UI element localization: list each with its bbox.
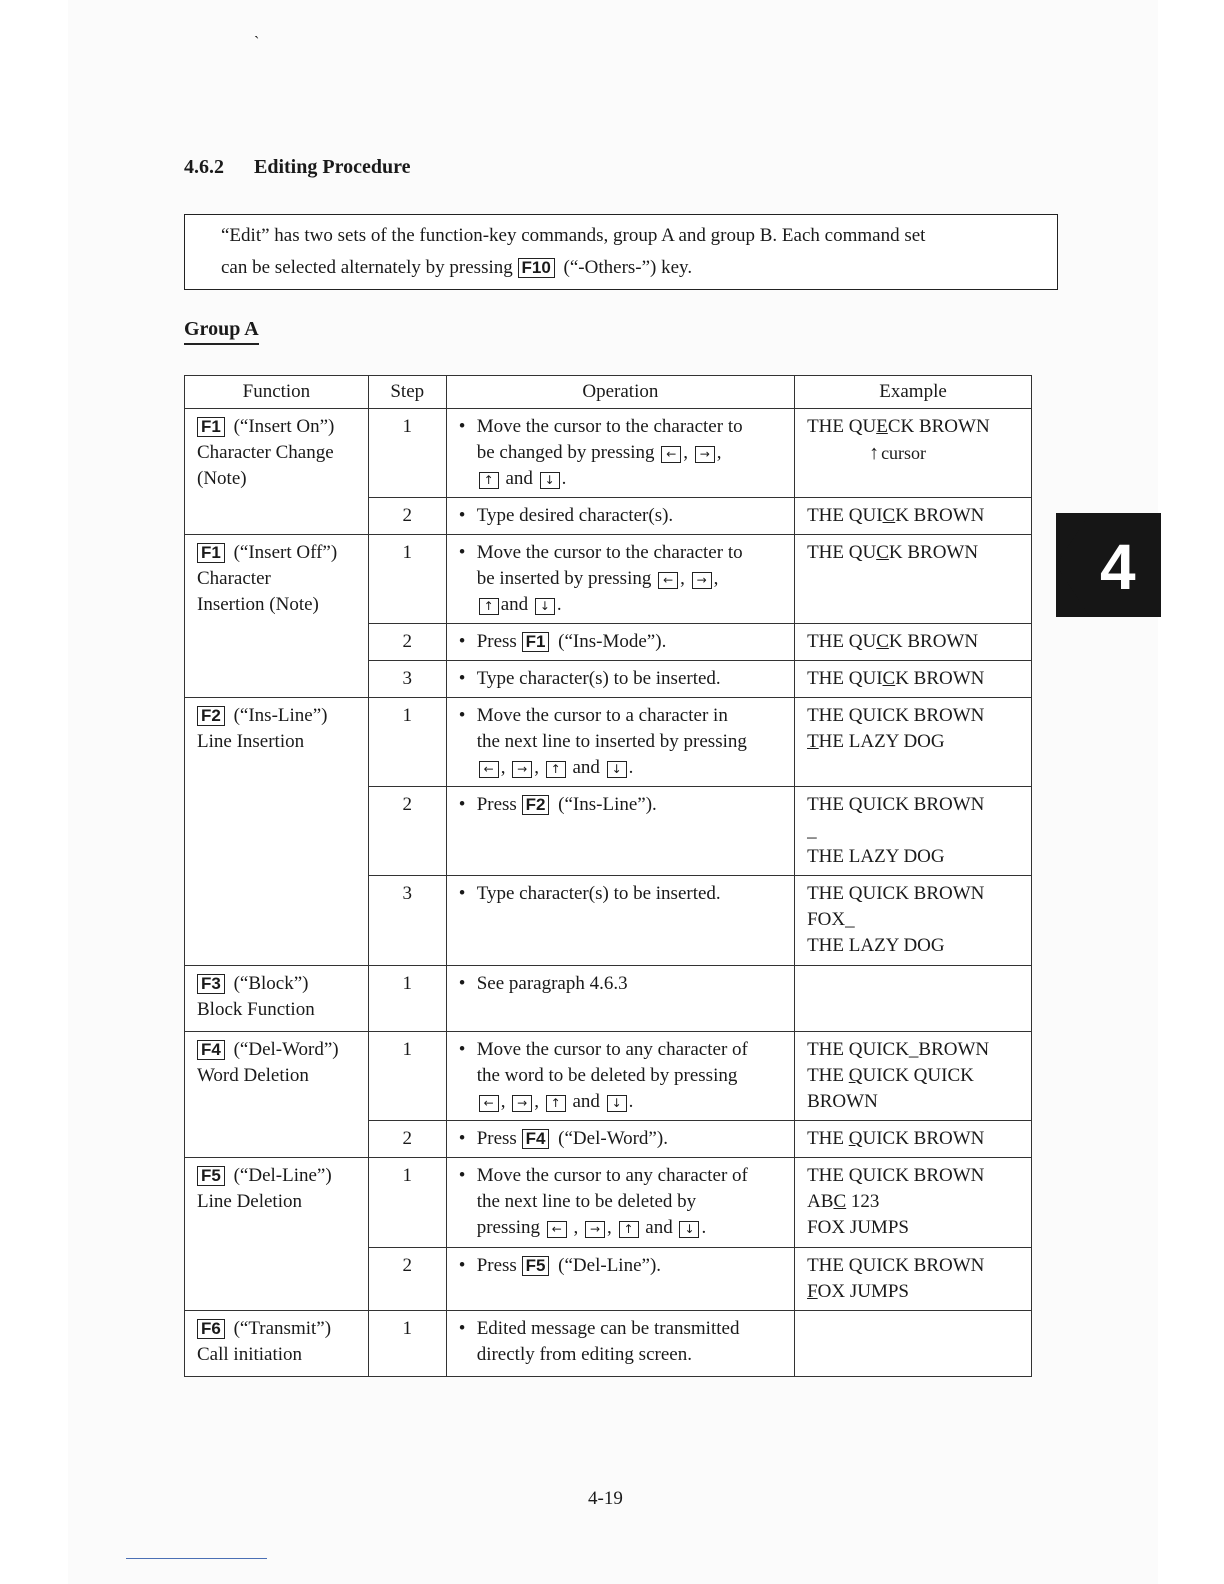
left-arrow-key: ← bbox=[658, 572, 678, 589]
operation-cell: • Press F2 (“Ins-Line”). bbox=[446, 787, 794, 876]
cursor-char: T bbox=[807, 731, 819, 752]
ex-text: FOX_ bbox=[807, 909, 855, 930]
example-cell bbox=[795, 409, 1032, 498]
header-function: Function bbox=[185, 376, 369, 409]
op-text: Move the cursor to any character of bbox=[476, 1039, 748, 1060]
down-arrow-key: ↓ bbox=[679, 1221, 699, 1238]
op-text: pressing bbox=[476, 1217, 541, 1238]
section-number: 4.6.2 bbox=[184, 156, 224, 178]
ex-text: THE bbox=[807, 1065, 849, 1086]
cursor-char: Q bbox=[848, 1065, 863, 1086]
op-text: Move the cursor to the character to bbox=[476, 542, 743, 563]
operation-cell: • Move the cursor to the character to be inserted by pressing ← , → , ↑ and ↓ . bbox=[446, 535, 794, 624]
function-desc: Call initiation bbox=[197, 1344, 303, 1365]
operation-cell: • Move the cursor to a character in the next line to inserted by pressing ← , → , ↑ and ↓ . bbox=[446, 698, 794, 787]
example-cell bbox=[795, 698, 1032, 787]
function-desc: Line Insertion bbox=[197, 731, 305, 752]
cursor-char: _ bbox=[807, 820, 817, 841]
example-cell bbox=[795, 498, 1032, 535]
ex-text: K BROWN bbox=[888, 631, 979, 652]
step-number: 1 bbox=[368, 535, 446, 624]
example-cell bbox=[795, 661, 1032, 698]
ex-text: THE LAZY DOG bbox=[807, 846, 945, 867]
op-text: the next line to be deleted by bbox=[476, 1191, 697, 1212]
op-text: (“Del-Word”). bbox=[558, 1128, 668, 1149]
op-text: Move the cursor to a character in bbox=[476, 705, 728, 726]
example-cell bbox=[795, 1121, 1032, 1158]
op-text: Press bbox=[476, 1128, 517, 1149]
op-text: Move the cursor to the character to bbox=[476, 416, 743, 437]
example-cell bbox=[795, 787, 1032, 876]
footer-rule bbox=[126, 1558, 267, 1559]
op-text: (“Del-Line”). bbox=[558, 1255, 662, 1276]
f3-key: F3 bbox=[197, 974, 225, 994]
intro-box bbox=[184, 214, 1058, 290]
ex-text: THE QUICK_BROWN bbox=[807, 1039, 990, 1060]
chapter-number: 4 bbox=[1100, 531, 1136, 603]
operation-cell: • Move the cursor to the character to be changed by pressing ← , → , ↑ and ↓ . bbox=[446, 409, 794, 498]
intro-text: can be selected alternately by pressing bbox=[221, 257, 518, 278]
example-cell bbox=[795, 624, 1032, 661]
function-name: (“Insert On”) bbox=[233, 416, 335, 437]
op-text: and bbox=[572, 757, 600, 778]
function-name: (“Del-Line”) bbox=[233, 1165, 332, 1186]
chapter-tab bbox=[1056, 513, 1161, 617]
down-arrow-key: ↓ bbox=[607, 1095, 627, 1112]
table-row bbox=[185, 535, 1032, 624]
intro-line-2 bbox=[221, 252, 1047, 284]
example-cell bbox=[795, 535, 1032, 624]
ex-text: THE QUICK BROWN bbox=[807, 705, 985, 726]
function-desc: Word Deletion bbox=[197, 1065, 309, 1086]
right-arrow-key: → bbox=[695, 446, 715, 463]
step-number: 1 bbox=[368, 1311, 446, 1377]
function-cell-f5-del-line bbox=[185, 1158, 369, 1311]
intro-text-after: (“-Others-”) key. bbox=[558, 257, 693, 278]
left-arrow-key: ← bbox=[547, 1221, 567, 1238]
op-text: Press bbox=[476, 631, 517, 652]
operation-cell: • Edited message can be transmitted directly from editing screen. bbox=[446, 1311, 794, 1377]
ex-text: 123 bbox=[846, 1191, 880, 1212]
ex-text: THE bbox=[807, 1128, 849, 1149]
ex-text: THE QUICK BROWN bbox=[807, 1255, 985, 1276]
op-text: (“Ins-Line”). bbox=[558, 794, 657, 815]
operation-cell: • Move the cursor to any character of the word to be deleted by pressing ← , → , ↑ and ↓ . bbox=[446, 1032, 794, 1121]
op-text: Press bbox=[476, 794, 517, 815]
section-title: Editing Procedure bbox=[254, 156, 411, 178]
scan-mark: ˋ bbox=[254, 34, 260, 51]
op-text: (“Ins-Mode”). bbox=[558, 631, 667, 652]
ex-text: OX JUMPS bbox=[817, 1281, 909, 1302]
op-text: Type desired character(s). bbox=[476, 505, 674, 526]
f4-key: F4 bbox=[197, 1040, 225, 1060]
ex-text: UICK BROWN bbox=[862, 1128, 985, 1149]
ex-text: THE QUICK BROWN bbox=[807, 794, 985, 815]
op-text: and bbox=[645, 1217, 673, 1238]
right-arrow-key: → bbox=[512, 1095, 532, 1112]
step-number: 1 bbox=[368, 1032, 446, 1121]
f5-key: F5 bbox=[522, 1256, 550, 1276]
up-arrow-key: ↑ bbox=[619, 1221, 639, 1238]
function-name: (“Ins-Line”) bbox=[233, 705, 328, 726]
up-arrow-key: ↑ bbox=[479, 598, 499, 615]
ex-text: THE QUI bbox=[807, 505, 883, 526]
f10-key: F10 bbox=[518, 258, 555, 278]
cursor-char: C bbox=[882, 668, 896, 689]
ex-text: THE QUI bbox=[807, 668, 883, 689]
function-desc: Character bbox=[197, 568, 271, 589]
up-arrow-key: ↑ bbox=[546, 1095, 566, 1112]
function-cell-f4-del-word bbox=[185, 1032, 369, 1158]
op-text: the next line to inserted by pressing bbox=[476, 731, 747, 752]
ex-text: THE LAZY DOG bbox=[807, 935, 945, 956]
ex-text: AB bbox=[807, 1191, 834, 1212]
step-number: 2 bbox=[368, 624, 446, 661]
ex-text: UICK QUICK bbox=[862, 1065, 974, 1086]
table-row bbox=[185, 698, 1032, 787]
function-table bbox=[184, 375, 1032, 1377]
ex-text: THE QU bbox=[807, 416, 877, 437]
step-number: 1 bbox=[368, 1158, 446, 1248]
f1-key: F1 bbox=[522, 632, 550, 652]
ex-text: K BROWN bbox=[895, 668, 985, 689]
operation-cell: • Press F5 (“Del-Line”). bbox=[446, 1248, 794, 1311]
operation-cell: • Type desired character(s). bbox=[446, 498, 794, 535]
cursor-char: C bbox=[876, 542, 889, 563]
step-number: 2 bbox=[368, 498, 446, 535]
example-cell bbox=[795, 1248, 1032, 1311]
up-arrow-key: ↑ bbox=[546, 761, 566, 778]
up-arrow-key: ↑ bbox=[479, 472, 499, 489]
cursor-char: Q bbox=[848, 1128, 863, 1149]
f2-key: F2 bbox=[197, 706, 225, 726]
function-name: (“Insert Off”) bbox=[233, 542, 338, 563]
operation-cell: • Press F1 (“Ins-Mode”). bbox=[446, 624, 794, 661]
table-row bbox=[185, 966, 1032, 1032]
example-cell bbox=[795, 1158, 1032, 1248]
ex-text: K BROWN bbox=[888, 542, 979, 563]
cursor-char: C bbox=[882, 505, 896, 526]
op-text: Type character(s) to be inserted. bbox=[476, 883, 721, 904]
ex-text: CK BROWN bbox=[887, 416, 990, 437]
table-row bbox=[185, 409, 1032, 498]
cursor-char: C bbox=[833, 1191, 847, 1212]
op-text: Edited message can be transmitted bbox=[476, 1318, 740, 1339]
example-cell bbox=[795, 876, 1032, 966]
f5-key: F5 bbox=[197, 1166, 225, 1186]
operation-cell: • Press F4 (“Del-Word”). bbox=[446, 1121, 794, 1158]
function-cell-f1-insert-on bbox=[185, 409, 369, 535]
table-row bbox=[185, 1032, 1032, 1121]
table-header-row bbox=[185, 376, 1032, 409]
function-name: (“Del-Word”) bbox=[233, 1039, 339, 1060]
operation-cell: • Move the cursor to any character of the next line to be deleted by pressing ← , → , ↑ and ↓ . bbox=[446, 1158, 794, 1248]
function-name: (“Transmit”) bbox=[233, 1318, 332, 1339]
function-name: (“Block”) bbox=[233, 973, 309, 994]
intro-line-1: “Edit” has two sets of the function-key commands, group A and group B. Each command set bbox=[221, 225, 926, 246]
op-text: Move the cursor to any character of bbox=[476, 1165, 748, 1186]
function-desc: Block Function bbox=[197, 999, 315, 1020]
step-number: 2 bbox=[368, 1121, 446, 1158]
op-text: and bbox=[505, 468, 533, 489]
step-number: 3 bbox=[368, 876, 446, 966]
cursor-char: F bbox=[807, 1281, 818, 1302]
cursor-char: E bbox=[876, 416, 888, 437]
ex-text: THE QU bbox=[807, 542, 877, 563]
right-arrow-key: → bbox=[512, 761, 532, 778]
operation-cell: • See paragraph 4.6.3 bbox=[446, 966, 794, 1032]
step-number: 2 bbox=[368, 787, 446, 876]
function-note: (Note) bbox=[197, 468, 247, 489]
group-heading: Group A bbox=[184, 318, 259, 345]
f4-key: F4 bbox=[522, 1129, 550, 1149]
step-number: 3 bbox=[368, 661, 446, 698]
op-text: be inserted by pressing bbox=[476, 568, 652, 589]
section-heading bbox=[184, 156, 410, 179]
function-desc: Line Deletion bbox=[197, 1191, 302, 1212]
header-operation: Operation bbox=[446, 376, 794, 409]
down-arrow-key: ↓ bbox=[607, 761, 627, 778]
op-text: the word to be deleted by pressing bbox=[476, 1065, 738, 1086]
function-cell-f2-ins-line bbox=[185, 698, 369, 966]
op-text: and bbox=[500, 594, 529, 615]
ex-text: THE QUICK BROWN bbox=[807, 883, 985, 904]
step-number: 2 bbox=[368, 1248, 446, 1311]
operation-cell: • Type character(s) to be inserted. bbox=[446, 661, 794, 698]
function-note: Insertion (Note) bbox=[197, 594, 319, 615]
cursor-pointer-note bbox=[807, 440, 1019, 466]
op-text: See paragraph 4.6.3 bbox=[476, 973, 628, 994]
ex-text: THE QUICK BROWN bbox=[807, 1165, 985, 1186]
left-arrow-key: ← bbox=[479, 761, 499, 778]
table-row bbox=[185, 1311, 1032, 1377]
page-number: 4-19 bbox=[588, 1488, 623, 1509]
operation-cell: • Type character(s) to be inserted. bbox=[446, 876, 794, 966]
ex-text: K BROWN bbox=[895, 505, 985, 526]
cursor-char: C bbox=[876, 631, 889, 652]
op-text: directly from editing screen. bbox=[476, 1344, 692, 1365]
function-cell-f6-transmit bbox=[185, 1311, 369, 1377]
f1-key: F1 bbox=[197, 543, 225, 563]
op-text: and bbox=[572, 1091, 600, 1112]
ex-text: BROWN bbox=[807, 1091, 878, 1112]
header-step: Step bbox=[368, 376, 446, 409]
function-desc: Character Change bbox=[197, 442, 334, 463]
example-cell bbox=[795, 1311, 1032, 1377]
ex-text: THE QU bbox=[807, 631, 877, 652]
step-number: 1 bbox=[368, 966, 446, 1032]
down-arrow-key: ↓ bbox=[540, 472, 560, 489]
ex-text: HE LAZY DOG bbox=[818, 731, 945, 752]
op-text: Type character(s) to be inserted. bbox=[476, 668, 721, 689]
example-cell bbox=[795, 966, 1032, 1032]
step-number: 1 bbox=[368, 698, 446, 787]
left-arrow-key: ← bbox=[661, 446, 681, 463]
step-number: 1 bbox=[368, 409, 446, 498]
function-cell-f3-block bbox=[185, 966, 369, 1032]
right-arrow-key: → bbox=[692, 572, 712, 589]
example-cell bbox=[795, 1032, 1032, 1121]
cursor-arrow-icon: ↑ bbox=[869, 442, 880, 464]
f6-key: F6 bbox=[197, 1319, 225, 1339]
right-arrow-key: → bbox=[585, 1221, 605, 1238]
table-row bbox=[185, 1158, 1032, 1248]
f2-key: F2 bbox=[522, 795, 550, 815]
op-text: be changed by pressing bbox=[476, 442, 655, 463]
header-example: Example bbox=[795, 376, 1032, 409]
left-arrow-key: ← bbox=[479, 1095, 499, 1112]
f1-key: F1 bbox=[197, 417, 225, 437]
function-cell-f1-insert-off bbox=[185, 535, 369, 698]
cursor-label: cursor bbox=[881, 443, 927, 463]
down-arrow-key: ↓ bbox=[535, 598, 555, 615]
ex-text: FOX JUMPS bbox=[807, 1217, 909, 1238]
op-text: Press bbox=[476, 1255, 517, 1276]
